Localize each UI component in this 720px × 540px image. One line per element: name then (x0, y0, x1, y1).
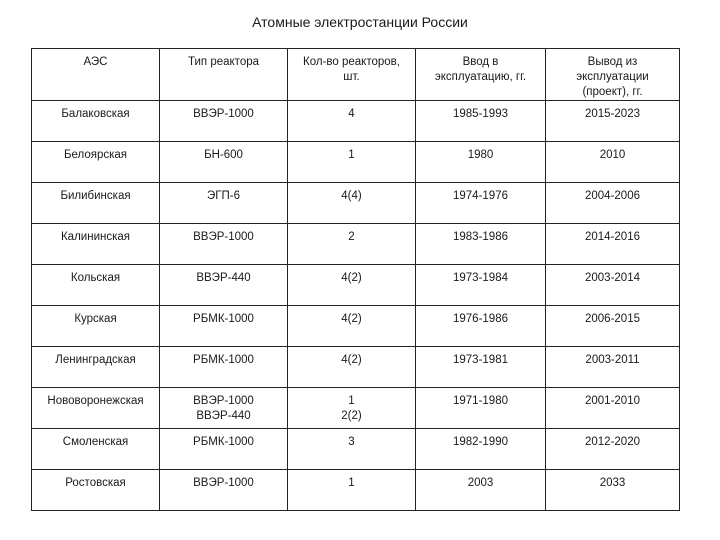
reactor-type-cell: ЭГП-6 (160, 183, 288, 224)
table-row (32, 224, 680, 265)
table-row (32, 265, 680, 306)
npp-table (31, 48, 680, 511)
plant-name-cell: Балаковская (32, 101, 160, 142)
plant-name-cell: Билибинская (32, 183, 160, 224)
plant-name-cell: Ростовская (32, 470, 160, 511)
commissioning-cell: 1982-1990 (416, 429, 546, 470)
reactor-type-cell: ВВЭР-1000 (160, 101, 288, 142)
decommissioning-cell: 2006-2015 (546, 306, 680, 347)
table-header (32, 49, 680, 101)
decommissioning-cell: 2015-2023 (546, 101, 680, 142)
table-row (32, 429, 680, 470)
decommissioning-cell: 2003-2011 (546, 347, 680, 388)
reactor-type-cell: РБМК-1000 (160, 306, 288, 347)
reactor-type-cell: ВВЭР-1000 (160, 224, 288, 265)
decommissioning-cell: 2012-2020 (546, 429, 680, 470)
reactor-type-cell: РБМК-1000 (160, 429, 288, 470)
header-cell-reactor-type: Тип реактора (160, 49, 288, 101)
header-row (32, 49, 680, 101)
commissioning-cell: 1976-1986 (416, 306, 546, 347)
reactor-type-cell: ВВЭР-440 (160, 265, 288, 306)
commissioning-cell: 1971-1980 (416, 388, 546, 429)
plant-name-cell: Нововоронежская (32, 388, 160, 429)
reactor-count-cell: 4(4) (288, 183, 416, 224)
header-cell-decommissioning: Вывод из эксплуатации (проект), гг. (546, 49, 680, 101)
header-cell-plant: АЭС (32, 49, 160, 101)
commissioning-cell: 1974-1976 (416, 183, 546, 224)
decommissioning-cell: 2033 (546, 470, 680, 511)
decommissioning-cell: 2014-2016 (546, 224, 680, 265)
reactor-type-cell: РБМК-1000 (160, 347, 288, 388)
commissioning-cell: 1985-1993 (416, 101, 546, 142)
reactor-count-cell: 4 (288, 101, 416, 142)
commissioning-cell: 2003 (416, 470, 546, 511)
table-row (32, 306, 680, 347)
table-row (32, 388, 680, 429)
plant-name-cell: Ленинградская (32, 347, 160, 388)
decommissioning-cell: 2003-2014 (546, 265, 680, 306)
reactor-count-cell: 1 (288, 470, 416, 511)
table-row (32, 183, 680, 224)
reactor-count-cell: 4(2) (288, 347, 416, 388)
reactor-type-cell: ВВЭР-1000 ВВЭР-440 (160, 388, 288, 429)
commissioning-cell: 1980 (416, 142, 546, 183)
reactor-count-cell: 4(2) (288, 265, 416, 306)
decommissioning-cell: 2010 (546, 142, 680, 183)
reactor-count-cell: 4(2) (288, 306, 416, 347)
table-row (32, 470, 680, 511)
reactor-count-cell: 3 (288, 429, 416, 470)
plant-name-cell: Смоленская (32, 429, 160, 470)
page-title: Атомные электростанции России (252, 14, 468, 30)
commissioning-cell: 1983-1986 (416, 224, 546, 265)
reactor-type-cell: БН-600 (160, 142, 288, 183)
commissioning-cell: 1973-1984 (416, 265, 546, 306)
table-body (32, 101, 680, 511)
plant-name-cell: Курская (32, 306, 160, 347)
table-row (32, 101, 680, 142)
commissioning-cell: 1973-1981 (416, 347, 546, 388)
header-cell-commissioning: Ввод в эксплуатацию, гг. (416, 49, 546, 101)
table-row (32, 142, 680, 183)
reactor-count-cell: 1 (288, 142, 416, 183)
decommissioning-cell: 2001-2010 (546, 388, 680, 429)
plant-name-cell: Белоярская (32, 142, 160, 183)
reactor-count-cell: 1 2(2) (288, 388, 416, 429)
table-row (32, 347, 680, 388)
reactor-type-cell: ВВЭР-1000 (160, 470, 288, 511)
plant-name-cell: Кольская (32, 265, 160, 306)
plant-name-cell: Калининская (32, 224, 160, 265)
reactor-count-cell: 2 (288, 224, 416, 265)
header-cell-reactor-count: Кол-во реакторов, шт. (288, 49, 416, 101)
decommissioning-cell: 2004-2006 (546, 183, 680, 224)
